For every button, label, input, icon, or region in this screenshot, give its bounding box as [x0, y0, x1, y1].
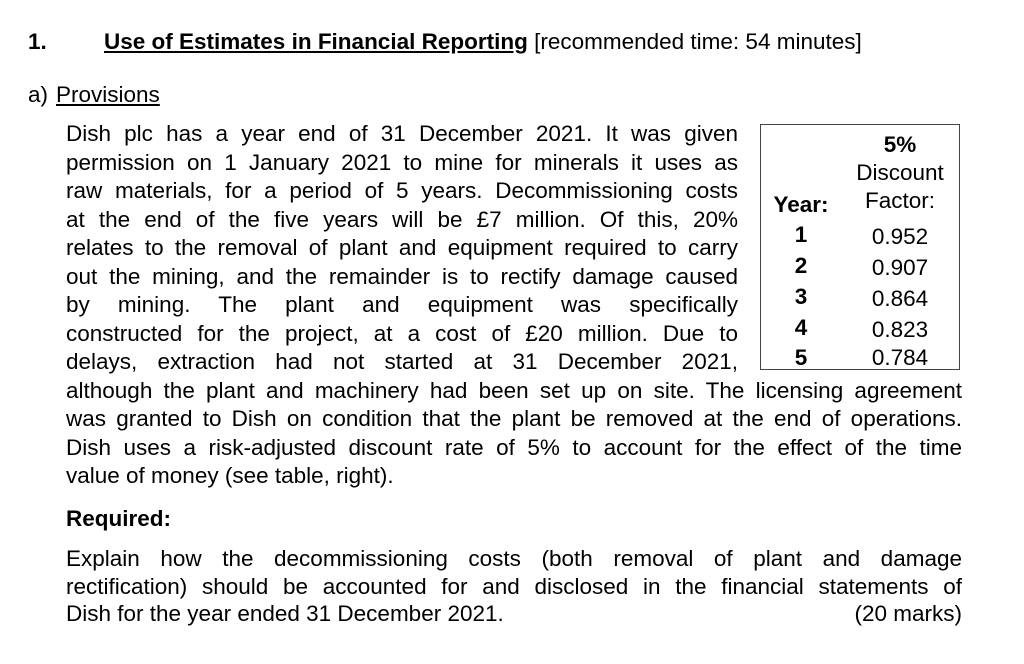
section-title: Provisions: [56, 82, 160, 107]
required-line: Explain how the decommissioning costs (both removal of plant and damage: [66, 546, 962, 571]
required-label: Required:: [66, 506, 172, 531]
table-factor-cell: 0.784: [871, 345, 929, 370]
body-line: was granted to Dish on condition that the plant be removed at the end of operations.: [66, 406, 962, 431]
body-line: by mining. The plant and equipment was specifically: [66, 292, 738, 317]
body-line: relates to the removal of plant and equipment required to carry: [66, 235, 738, 260]
body-line: permission on 1 January 2021 to mine for minerals it uses as: [66, 149, 738, 175]
table-year-cell: 4: [794, 315, 808, 340]
body-line: delays, extraction had not started at 31 December 2021,: [66, 349, 738, 374]
table-year-header: Year:: [773, 192, 829, 217]
table-year-cell: 1: [794, 222, 808, 247]
body-line: out the mining, and the remainder is to rectify damage caused: [66, 263, 738, 289]
body-line: raw materials, for a period of 5 years. Decommissioning costs: [66, 178, 738, 203]
question-heading: [104, 28, 862, 57]
section-label: a): [28, 82, 49, 107]
table-factor-cell: 0.907: [871, 255, 929, 280]
body-line: constructed for the project, at a cost of £20 million. Due to: [66, 320, 738, 346]
required-line: rectification) should be accounted for and disclosed in the financial statements of: [66, 574, 962, 599]
body-line: Dish uses a risk-adjusted discount rate of 5% to account for the effect of the time: [66, 434, 962, 460]
table-year-cell: 2: [794, 253, 808, 278]
discount-factor-table: [760, 124, 960, 370]
table-factor-cell: 0.864: [871, 286, 929, 311]
table-factor-header-line1: Discount: [856, 160, 944, 185]
table-year-cell: 5: [794, 345, 808, 370]
body-line: at the end of the five years will be £7 million. Of this, 20%: [66, 206, 738, 232]
marks-label: (20 marks): [854, 601, 962, 626]
table-factor-header-line2: Factor:: [864, 188, 936, 213]
table-factor-cell: 0.823: [871, 317, 929, 342]
body-line: Dish plc has a year end of 31 December 2021. It was given: [66, 121, 738, 146]
body-line: although the plant and machinery had been set up on site. The licensing agreement: [66, 377, 962, 403]
table-rate-header: 5%: [883, 132, 917, 157]
required-line: Dish for the year ended 31 December 2021.: [66, 601, 504, 626]
body-line: value of money (see table, right).: [66, 463, 394, 488]
recommended-time: [recommended time: 54 minutes]: [527, 29, 862, 54]
question-number: 1.: [28, 29, 47, 54]
table-year-cell: 3: [794, 284, 808, 309]
question-title: Use of Estimates in Financial Reporting: [104, 29, 528, 54]
table-factor-cell: 0.952: [871, 224, 929, 249]
section-heading: [28, 81, 160, 110]
